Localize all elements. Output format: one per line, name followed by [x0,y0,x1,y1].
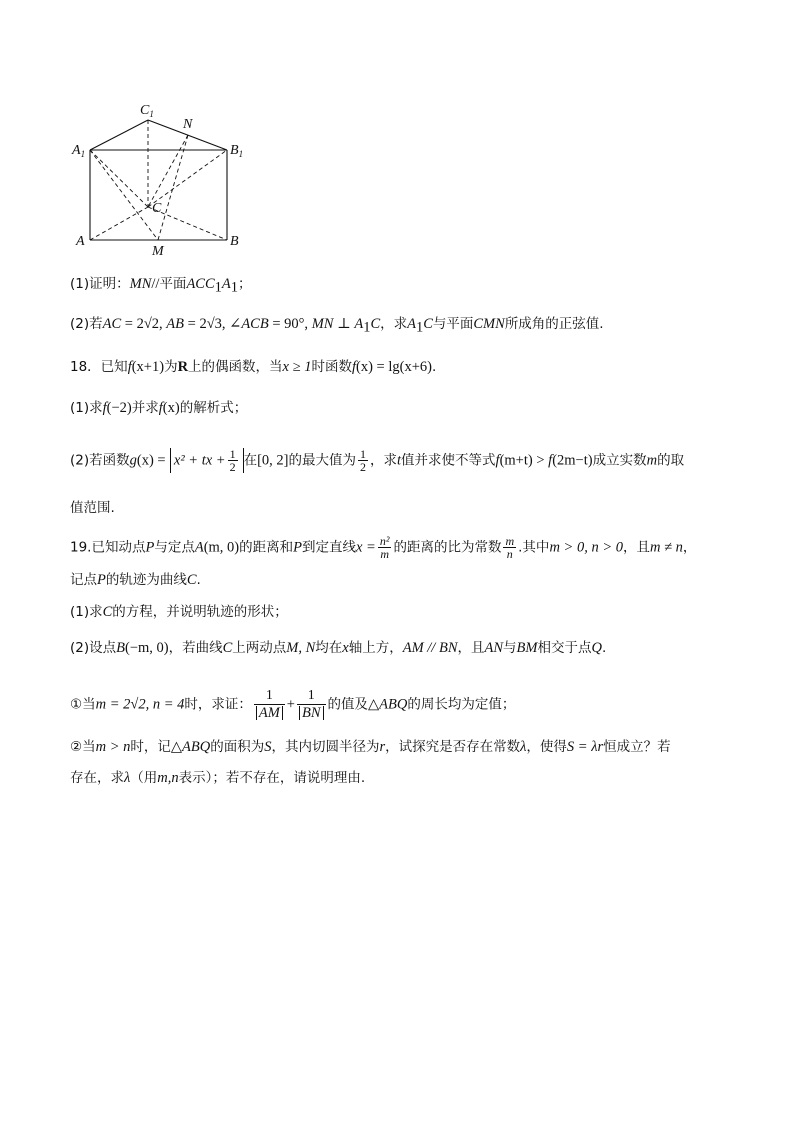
label-a: A [76,234,85,249]
q19-part1: (1)求C的方程，并说明轨迹的形状； [70,604,288,620]
dash-a1-c [90,150,148,207]
abs-expression: x² + tx + $\frac{1}{2}$ [170,448,244,473]
dash-c-b1 [148,150,227,207]
label-c: C [152,201,162,216]
q19-sub2-cont: 存在，求λ（用m,n表示）；若不存在，请说明理由. [70,770,366,786]
label-a1: $A_1$ [72,143,86,159]
q17-part1: (1)证明：MN//平面$ACC_1A_1$； [70,276,252,296]
q18-part2-cont: 值范围. [70,500,115,516]
prism-figure [70,100,260,260]
label-n: N [183,117,193,132]
label-b: B [230,234,239,249]
q19-sub1: ①当m = 2√2, n = 4时，求证： $\frac{1}{AM}$ + $\frac{1}{BN}$ 的值及△ABQ的周长均为定值； [70,688,516,721]
edge-a1-c1 [90,120,148,150]
q19-stem: 19.已知动点P与定点A(m, 0)的距离和P到定直线x = $\frac{\text{n²}}{m}$ 的距离的比为常数 $\frac{m}{n}$ .其中m > 0, n > 0，且m ≠ n， [70,534,697,561]
dash-n-m [158,135,188,240]
dash-n-c [148,135,188,207]
q18-part1: (1)求f(−2)并求f(x)的解析式； [70,400,248,416]
q19-stem-cont: 记点P的轨迹为曲线C. [70,572,201,588]
label-m: M [152,244,164,259]
label-c1: $C_1$ [140,103,154,119]
dash-a-c [90,207,148,240]
q19-part2: (2)设点B(−m, 0)，若曲线C上两动点M, N均在x轴上方，AM // BN，且AN与BM相交于点Q. [70,640,607,656]
q17-part2: (2)若AC = 2√2, AB = 2√3, ∠ACB = 90°, MN ⊥ $A_1C$，求$A_1C$与平面CMN所成角的正弦值. [70,316,604,336]
q18-stem: 18．已知f(x+1)为R上的偶函数，当x ≥ 1时函数f(x) = lg(x+6). [70,359,437,375]
q19-sub2: ②当m > n时，记△ABQ的面积为S，其内切圆半径为r，试探究是否存在常数λ，使得S = λr恒成立？若 [70,739,671,755]
q18-part2: (2)若函数g(x) = x² + tx + $\frac{1}{2}$ 在[0, 2]的最大值为 $\frac{1}{2}$ ，求t值并求使不等式f(m+t) > f(2m−t)成立实数m的取 [70,447,685,474]
label-b1: $B_1$ [230,143,244,159]
